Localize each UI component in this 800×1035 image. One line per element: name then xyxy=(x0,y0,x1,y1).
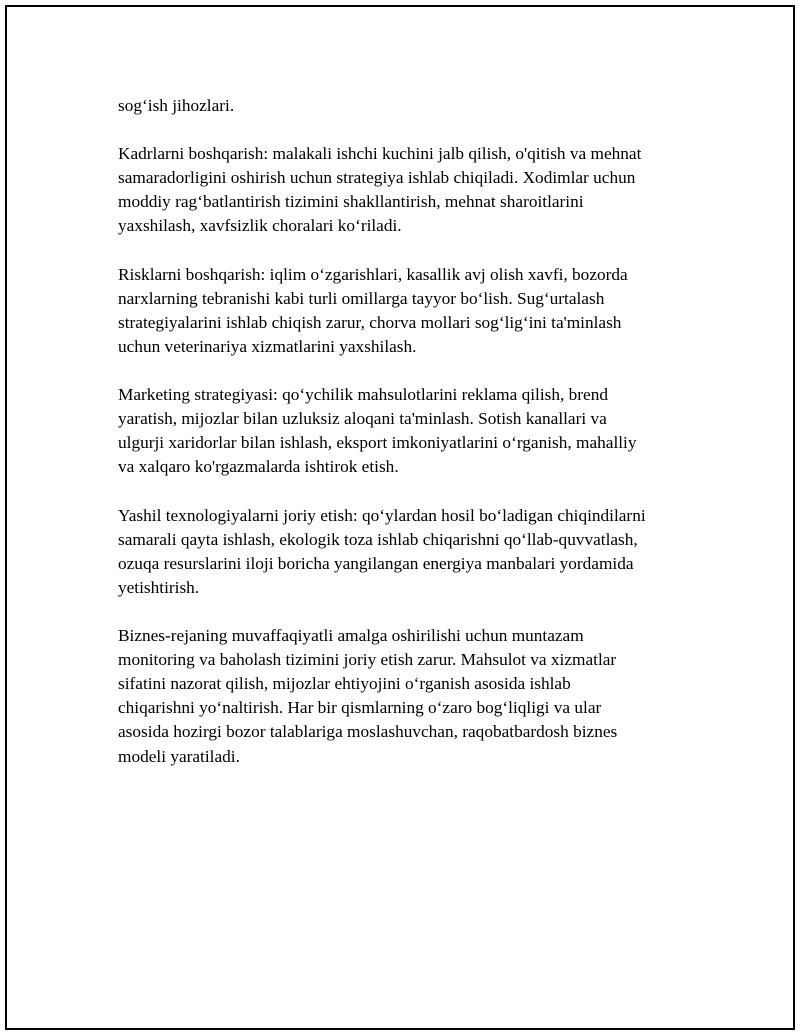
text-line: Kadrlarni boshqarish: malakali ishchi kuchini jalb qilish, o'qitish va mehnat xyxy=(118,144,642,164)
text-line: samarali qayta ishlash, ekologik toza ishlab chiqarishni qo‘llab-quvvatlash, xyxy=(118,529,638,549)
text-line: sog‘ish jihozlari. xyxy=(118,96,235,115)
paragraph-kadrlarni-boshqarish xyxy=(118,142,718,238)
text-line: narxlarning tebranishi kabi turli omillarga tayyor bo‘lish. Sug‘urtalash xyxy=(118,288,605,308)
text-line: samaradorligini oshirish uchun strategiya ishlab chiqiladi. Xodimlar uchun xyxy=(118,168,636,188)
text-line: Marketing strategiyasi: qo‘ychilik mahsulotlarini reklama qilish, brend xyxy=(118,385,609,405)
text-line: monitoring va baholash tizimini joriy etish zarur. Mahsulot va xizmatlar xyxy=(118,650,617,670)
text-line: yaratish, mijozlar bilan uzluksiz aloqani ta'minlash. Sotish kanallari va xyxy=(118,409,607,429)
paragraph-biznes-reja xyxy=(118,624,718,769)
document-page xyxy=(5,5,795,1030)
text-line: asosida hozirgi bozor talablariga moslashuvchan, raqobatbardosh biznes xyxy=(118,722,618,742)
text-line: modeli yaratiladi. xyxy=(118,746,240,766)
paragraph-risklarni-boshqarish xyxy=(118,263,718,359)
text-line: Risklarni boshqarish: iqlim o‘zgarishlari, kasallik avj olish xavfi, bozorda xyxy=(118,264,628,284)
paragraph-marketing-strategiyasi xyxy=(118,383,718,479)
text-line: chiqarishni yo‘naltirish. Har bir qismlarning o‘zaro bog‘liqligi va ular xyxy=(118,698,602,718)
text-line: Yashil texnologiyalarni joriy etish: qo‘ylardan hosil bo‘ladigan chiqindilarni xyxy=(118,505,646,525)
text-line: Biznes-rejaning muvaffaqiyatli amalga oshirilishi uchun muntazam xyxy=(118,626,584,646)
text-line: strategiyalarini ishlab chiqish zarur, chorva mollari sog‘lig‘ini ta'minlash xyxy=(118,312,622,332)
text-line: uchun veterinariya xizmatlarini yaxshilash. xyxy=(118,336,417,356)
text-line: yetishtirish. xyxy=(118,577,200,597)
text-line: yaxshilash, xavfsizlik choralari ko‘riladi. xyxy=(118,216,402,236)
text-line: moddiy rag‘batlantirish tizimini shakllantirish, mehnat sharoitlarini xyxy=(118,192,584,212)
document-body xyxy=(118,94,718,793)
paragraph-continuation xyxy=(118,94,718,118)
text-line: va xalqaro ko'rgazmalarda ishtirok etish. xyxy=(118,457,399,477)
text-line: ozuqa resurslarini iloji boricha yangilangan energiya manbalari yordamida xyxy=(118,553,634,573)
text-line: sifatini nazorat qilish, mijozlar ehtiyojini o‘rganish asosida ishlab xyxy=(118,674,571,694)
paragraph-yashil-texnologiyalar xyxy=(118,504,718,600)
text-line: ulgurji xaridorlar bilan ishlash, eksport imkoniyatlarini o‘rganish, mahalliy xyxy=(118,433,637,453)
